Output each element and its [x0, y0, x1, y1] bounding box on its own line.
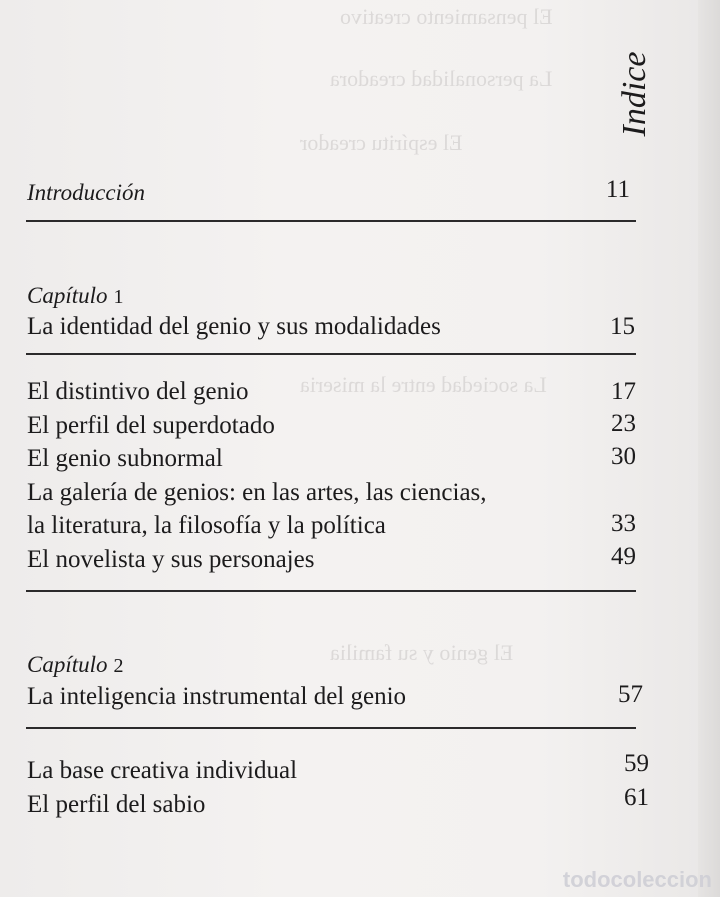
divider [26, 353, 636, 355]
toc-item: El perfil del superdotado [27, 412, 275, 439]
toc-item-page: 33 [611, 510, 636, 537]
chapter2-label [27, 652, 124, 678]
toc-item-page: 17 [611, 378, 636, 405]
chapter2-number: 2 [113, 655, 124, 677]
intro-page: 11 [605, 176, 630, 203]
toc-item-page: 30 [611, 443, 636, 470]
watermark-logo: todocoleccion [562, 867, 712, 892]
chapter2-label-text: Capítulo [27, 652, 108, 677]
chapter1-title: La identidad del genio y sus modalidades [27, 313, 441, 340]
chapter1-label-text: Capítulo [27, 283, 108, 308]
toc-item: la literatura, la filosofía y la política [27, 512, 386, 539]
chapter2-page: 57 [618, 681, 643, 708]
show-through-text: El espíritu creador [300, 130, 463, 155]
chapter1-page: 15 [610, 313, 635, 340]
toc-item: El distintivo del genio [27, 378, 249, 405]
toc-item: El genio subnormal [27, 445, 223, 472]
page-edge [698, 0, 720, 897]
show-through-text: El genio y su familia [330, 640, 514, 665]
divider [26, 727, 636, 729]
toc-item-page: 61 [624, 784, 649, 811]
toc-item: El perfil del sabio [27, 791, 206, 818]
page-title: Indice [616, 51, 653, 137]
show-through-text: El pensamiento creativo [340, 4, 553, 29]
chapter1-number: 1 [113, 286, 124, 308]
show-through-text: La sociedad entre la miseria [300, 372, 547, 397]
chapter2-title: La inteligencia instrumental del genio [27, 683, 407, 710]
toc-item-page: 23 [611, 410, 636, 437]
toc-item-page: 49 [611, 543, 636, 570]
toc-item: El novelista y sus personajes [27, 546, 315, 573]
chapter1-label [27, 283, 124, 309]
toc-item: La galería de genios: en las artes, las ciencias, [27, 479, 487, 506]
divider [26, 590, 636, 592]
show-through-text: La personalidad creadora [330, 66, 553, 91]
divider [26, 220, 636, 222]
intro-label: Introducción [27, 180, 145, 205]
index-title-vertical [585, 45, 665, 145]
toc-item: La base creativa individual [27, 757, 298, 784]
toc-item-page: 59 [624, 750, 649, 777]
